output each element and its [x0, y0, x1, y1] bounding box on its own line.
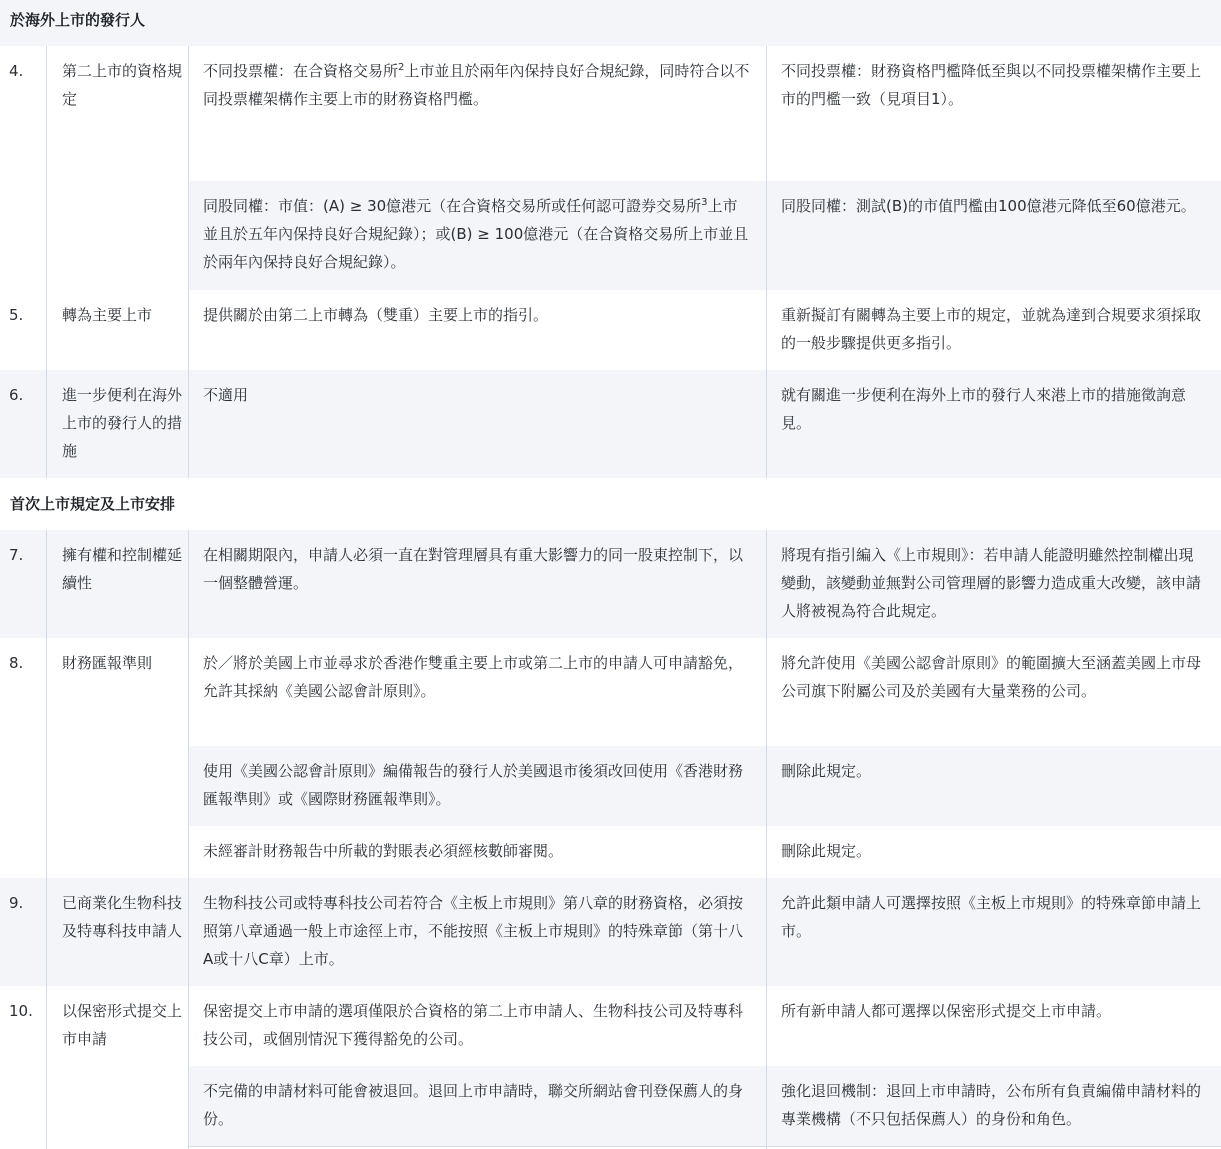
proposed-change-text: 刪除此規定。 — [766, 826, 1221, 878]
proposed-change-text: 將允許使用《美國公認會計原則》的範圍擴大至涵蓋美國上市母公司旗下附屬公司及於美國有大量業務的公司。 — [766, 638, 1221, 746]
row-topic: 已商業化生物科技及特專科技申請人 — [46, 878, 188, 986]
row-topic: 進一步便利在海外上市的發行人的措施 — [46, 370, 188, 478]
proposed-change-text: 所有新申請人都可選擇以保密形式提交上市申請。 — [766, 986, 1221, 1066]
proposed-change-text: 重新擬訂有關轉為主要上市的規定，並就為達到合規要求須採取的一般步驟提供更多指引。 — [766, 290, 1221, 370]
proposed-change-text: 強化退回機制：退回上市申請時，公布所有負責編備申請材料的專業機構（不只包括保薦人）的身份和角色。 — [766, 1066, 1221, 1146]
column-divider — [188, 46, 189, 478]
column-divider — [188, 530, 189, 1149]
proposed-change-text: 就有關進一步便利在海外上市的發行人來港上市的措施徵詢意見。 — [766, 370, 1221, 478]
row-number: 9. — [0, 878, 46, 986]
row-topic: 轉為主要上市 — [46, 290, 188, 370]
row-number: 5. — [0, 290, 46, 370]
current-rule-text: 生物科技公司或特專科技公司若符合《主板上市規則》第八章的財務資格，必須按照第八章通過一般上市途徑上市，不能按照《主板上市規則》的特殊章節（第十八A或十八C章）上市。 — [188, 878, 766, 986]
column-divider — [766, 46, 767, 478]
current-rule-text: 使用《美國公認會計原則》編備報告的發行人於美國退市後須改回使用《香港財務匯報準則》或《國際財務匯報準則》。 — [188, 746, 766, 826]
row-topic: 第二上市的資格規定 — [46, 46, 188, 290]
row-number: 6. — [0, 370, 46, 478]
current-rule-text: 提供關於由第二上市轉為（雙重）主要上市的指引。 — [188, 290, 766, 370]
current-rule-text: 未經審計財務報告中所載的對賬表必須經核數師審閱。 — [188, 826, 766, 878]
proposed-change-text: 不同投票權：財務資格門檻降低至與以不同投票權架構作主要上市的門檻一致（見項目1）。 — [766, 46, 1221, 181]
row-number: 4. — [0, 46, 46, 290]
section-header-overseas: 於海外上市的發行人 — [0, 0, 1221, 46]
proposed-change-text: 刪除此規定。 — [766, 746, 1221, 826]
column-divider — [46, 46, 47, 478]
current-rule-text: 在相關期限內，申請人必須一直在對管理層具有重大影響力的同一股東控制下，以一個整體營運。 — [188, 530, 766, 638]
row-topic: 財務匯報準則 — [46, 638, 188, 878]
row-number: 8. — [0, 638, 46, 878]
row-number: 7. — [0, 530, 46, 638]
bottom-rule — [188, 1146, 1221, 1147]
current-rule-text: 於／將於美國上市並尋求於香港作雙重主要上市或第二上市的申請人可申請豁免，允許其採納《美國公認會計原則》。 — [188, 638, 766, 746]
current-rule-text: 不同投票權：在合資格交易所$^2$上市並且於兩年內保持良好合規紀錄，同時符合以不同投票權架構作主要上市的財務資格門檻。 — [188, 46, 766, 181]
proposed-change-text: 允許此類申請人可選擇按照《主板上市規則》的特殊章節申請上市。 — [766, 878, 1221, 986]
current-rule-text: 同股同權：市值：(A) ≥ 30億港元（在合資格交易所或任何認可證券交易所$^3$上市並且於五年內保持良好合規紀錄）；或(B) ≥ 100億港元（在合資格交易所上市並且於兩年內保持良好合規紀錄）。 — [188, 181, 766, 290]
current-rule-text: 不適用 — [188, 370, 766, 478]
section-header-initial-listing: 首次上市規定及上市安排 — [0, 478, 1221, 530]
row-topic: 以保密形式提交上市申請 — [46, 986, 188, 1149]
current-rule-text: 不完備的申請材料可能會被退回。退回上市申請時，聯交所網站會刊登保薦人的身份。 — [188, 1066, 766, 1146]
column-divider — [46, 530, 47, 1149]
current-rule-text: 保密提交上市申請的選項僅限於合資格的第二上市申請人、生物科技公司及特專科技公司，或個別情況下獲得豁免的公司。 — [188, 986, 766, 1066]
footnote-marker: 3 — [701, 197, 708, 208]
column-divider — [766, 530, 767, 1149]
proposed-change-text: 將現有指引編入《上市規則》：若申請人能證明雖然控制權出現變動，該變動並無對公司管理層的影響力造成重大改變，該申請人將被視為符合此規定。 — [766, 530, 1221, 638]
footnote-marker: 2 — [398, 62, 405, 73]
row-topic: 擁有權和控制權延續性 — [46, 530, 188, 638]
proposed-change-text: 同股同權：測試(B)的市值門檻由100億港元降低至60億港元。 — [766, 181, 1221, 290]
row-number: 10. — [0, 986, 46, 1149]
